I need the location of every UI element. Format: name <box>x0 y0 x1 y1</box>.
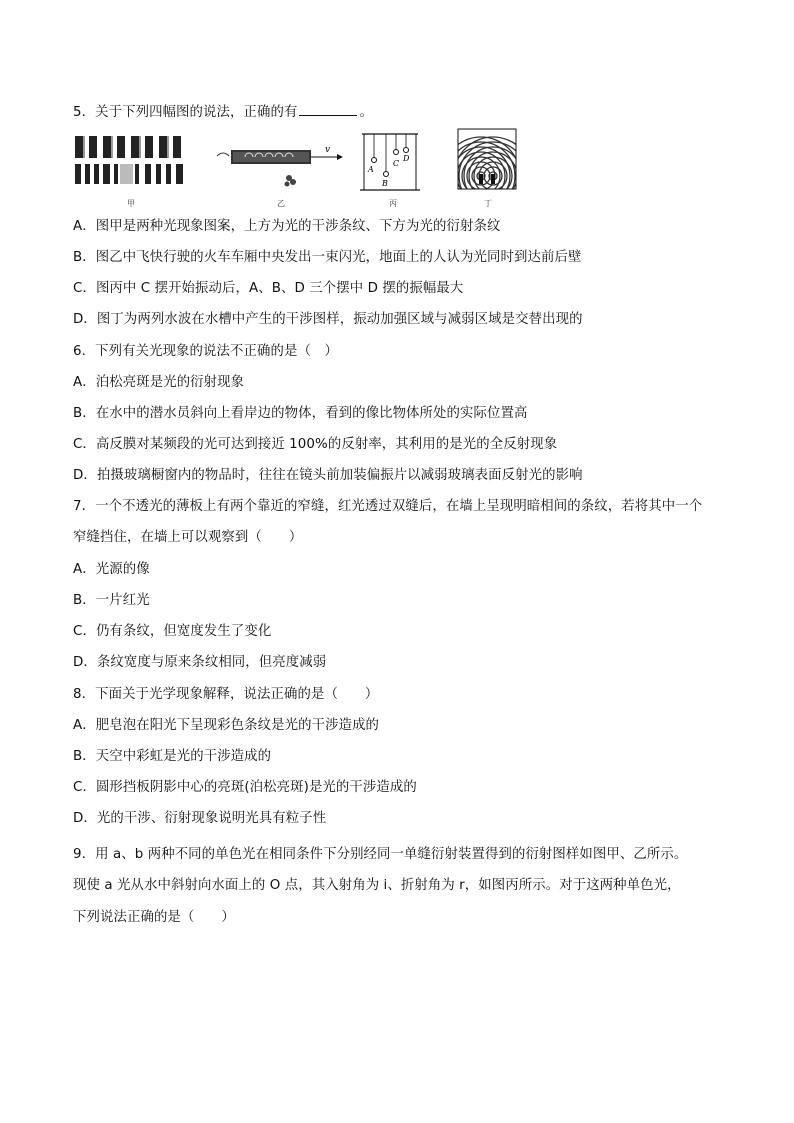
q6-option-b[interactable]: B．在水中的潜水员斜向上看岸边的物体，看到的像比物体所处的实际位置高 <box>73 406 528 421</box>
q6-option-c[interactable]: C．高反膜对某频段的光可达到接近 100%的反射率，其利用的是光的全反射现象 <box>73 437 558 452</box>
q8-option-d[interactable]: D．光的干涉、衍射现象说明光具有粒子性 <box>73 811 327 826</box>
caption-ding: 丁 <box>484 199 492 208</box>
q9-stem-line3: 下列说法正确的是（ ） <box>73 910 235 925</box>
q8-option-c[interactable]: C．圆形挡板阴影中心的亮斑(泊松亮斑)是光的干涉造成的 <box>73 780 417 795</box>
q5-stem-end: 。 <box>359 105 373 120</box>
q5-option-d[interactable]: D．图丁为两列水波在水槽中产生的干涉图样，振动加强区域与减弱区域是交替出现的 <box>73 312 583 327</box>
label-v: v <box>325 145 331 155</box>
caption-jia: 甲 <box>127 199 135 208</box>
caption-yi: 乙 <box>277 199 285 208</box>
figure-ding-interference <box>457 128 519 194</box>
q8-option-b[interactable]: B．天空中彩虹是光的干涉造成的 <box>73 749 272 764</box>
q8-option-a[interactable]: A．肥皂泡在阳光下呈现彩色条纹是光的干涉造成的 <box>73 718 380 733</box>
caption-bing: 丙 <box>389 199 397 208</box>
figure-jia-fringes <box>73 128 193 194</box>
q5-stem <box>73 103 373 123</box>
q5-figures <box>73 128 533 210</box>
q9-stem-line1: 9．用 a、b 两种不同的单色光在相同条件下分别经同一单缝衍射装置得到的衍射图样如图甲、乙所示。 <box>73 847 688 862</box>
q5-option-a[interactable]: A．图甲是两种光现象图案，上方为光的干涉条纹、下方为光的衍射条纹 <box>73 219 501 234</box>
q5-answer-blank[interactable] <box>299 103 357 116</box>
q5-option-c[interactable]: C．图丙中 C 摆开始振动后，A、B、D 三个摆中 D 摆的振幅最大 <box>73 281 464 296</box>
figure-yi-train <box>215 128 345 194</box>
q7-stem-line2: 窄缝挡住，在墙上可以观察到（ ） <box>73 530 303 545</box>
q7-option-c[interactable]: C．仍有条纹，但宽度发生了变化 <box>73 624 272 639</box>
q8-stem: 8．下面关于光学现象解释，说法正确的是（ ） <box>73 687 379 702</box>
q7-option-b[interactable]: B．一片红光 <box>73 593 150 608</box>
q5-option-b[interactable]: B．图乙中飞快行驶的火车车厢中央发出一束闪光，地面上的人认为光同时到达前后壁 <box>73 250 582 265</box>
q6-option-d[interactable]: D．拍摄玻璃橱窗内的物品时，往往在镜头前加装偏振片以减弱玻璃表面反射光的影响 <box>73 468 583 483</box>
figure-bing-pendulums <box>358 128 428 194</box>
q6-stem: 6．下列有关光现象的说法不正确的是（ ） <box>73 344 338 359</box>
q7-option-a[interactable]: A．光源的像 <box>73 562 150 577</box>
q7-option-d[interactable]: D．条纹宽度与原来条纹相同，但亮度减弱 <box>73 655 327 670</box>
q5-stem-text: 5．关于下列四幅图的说法，正确的有 <box>73 105 298 120</box>
label-A: A <box>368 165 374 174</box>
q9-stem-line2: 现使 a 光从水中斜射向水面上的 O 点，其入射角为 i、折射角为 r，如图丙所示。对于这两种单色光， <box>73 878 681 893</box>
q7-stem-line1: 7．一个不透光的薄板上有两个靠近的窄缝，红光透过双缝后，在墙上呈现明暗相间的条纹，若将其中一个 <box>73 499 703 514</box>
label-D: D <box>403 154 410 163</box>
label-C: C <box>393 159 400 168</box>
label-B: B <box>382 179 388 188</box>
q6-option-a[interactable]: A．泊松亮斑是光的衍射现象 <box>73 375 245 390</box>
